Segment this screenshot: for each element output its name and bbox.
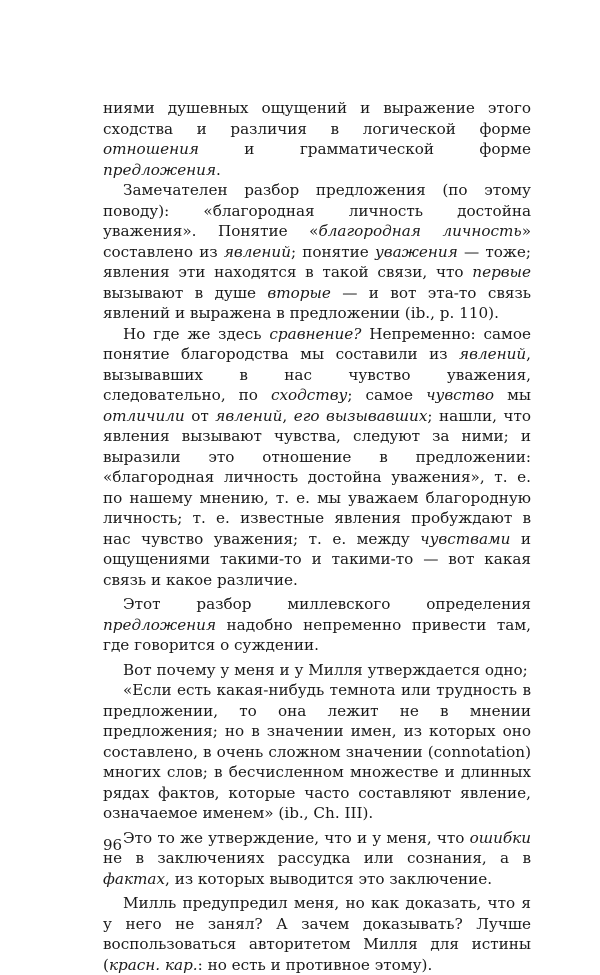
text-run: не в заключениях рассудка или сознания, а в [103, 849, 531, 867]
text-run: . [216, 160, 221, 179]
italic-text: отличили [103, 406, 185, 425]
paragraph [103, 828, 531, 890]
paragraph [103, 680, 531, 824]
text-run: : но есть и противное этому). [197, 955, 433, 974]
italic-text: предложения [103, 615, 217, 634]
text-run: и грамматической форме [198, 140, 531, 158]
italic-text: уважения [374, 242, 458, 261]
italic-text: чувствами [420, 529, 511, 548]
text-run: Милль предупредил меня, но как доказать, что я у него не занял? А зачем доказывать? Лучше воспользоваться авторитетом Милля для истины ( [103, 894, 531, 974]
italic-text: вторые [267, 283, 331, 302]
text-run: Этот разбор миллевского определения [123, 595, 531, 613]
text-run: ; понятие [290, 242, 375, 261]
text-run: Вот почему у меня и у Милля утверждается одно; [123, 660, 528, 679]
text-run: — тоже; явления эти находятся в такой связи, что [103, 242, 531, 281]
text-run: ; самое [347, 386, 427, 404]
paragraph [103, 180, 531, 324]
text-run: ; нашли, что явления вызывают чувства, следуют за ними; и выразили это отношение в предложении: «благородная личность достойна уважения», т. е. по нашему мнению, т. е. мы уважаем благородную личность; т. е. известные явления пробуждают в нас чувство уважения; т. е. между [103, 406, 532, 548]
text-run: «Если есть какая-нибудь темнота или трудность в предложении, то она лежит не в мнении предложения; но в значении имен, из которых оно составлено, в очень сложном значении (connotation) многих слов; в бесчисленном множестве и длинных рядах фактов, которые часто составляют явление, означаемое именем» (ib., Ch. III). [103, 681, 531, 822]
paragraph [103, 594, 531, 656]
italic-text: ошибки [469, 828, 531, 847]
text-run: вызывают в душе [103, 283, 268, 302]
paragraph [103, 893, 531, 975]
text-run: и ощущениями такими-то и такими-то — вот какая связь и какое различие. [103, 529, 532, 589]
italic-text: отношения [103, 140, 199, 158]
body-text [103, 98, 531, 975]
text-run: Это то же утверждение, что и у меня, что [123, 828, 470, 847]
paragraph [103, 660, 531, 681]
text-run: , из которых выводится это заключение. [165, 869, 493, 888]
italic-text: явлений [215, 406, 283, 425]
italic-text: первые [472, 263, 531, 281]
italic-text: явлений [459, 345, 527, 363]
italic-text: предложения [103, 160, 217, 179]
text-run: Непременно: самое понятие благородства мы составили из [103, 324, 531, 363]
text-run: — и вот эта-то связь явлений и выражена в предложении (ib., p. 110). [103, 283, 532, 322]
italic-text: его вызывавших [293, 406, 428, 425]
italic-text: явлений [223, 242, 291, 261]
italic-text: сравнение? [269, 324, 362, 343]
italic-text: фактах [103, 869, 166, 888]
text-run: от [184, 406, 216, 425]
text-run: , [282, 406, 294, 425]
italic-text: благородная личность [318, 222, 522, 240]
text-run: Но где же здесь [123, 324, 270, 343]
text-run: мы [494, 386, 531, 404]
paragraph [103, 98, 531, 180]
text-run: надобно непременно привести там, где говорится о суждении. [103, 615, 531, 654]
page-number: 96 [103, 836, 123, 854]
italic-text: чувство [426, 386, 495, 404]
text-run: , вызывавших в нас чувство уважения, следовательно, по [103, 345, 531, 404]
italic-text: сходству [270, 386, 348, 404]
text-run: ниями душевных ощущений и выражение этого сходства и различия в логической форме [103, 99, 531, 138]
text-run: Замечателен разбор предложения (по этому поводу): «благородная личность достойна уважения». Понятие « [103, 181, 531, 240]
text-run: » составлено из [103, 222, 531, 261]
italic-text: красн. кар. [108, 955, 198, 974]
paragraph [103, 324, 531, 591]
